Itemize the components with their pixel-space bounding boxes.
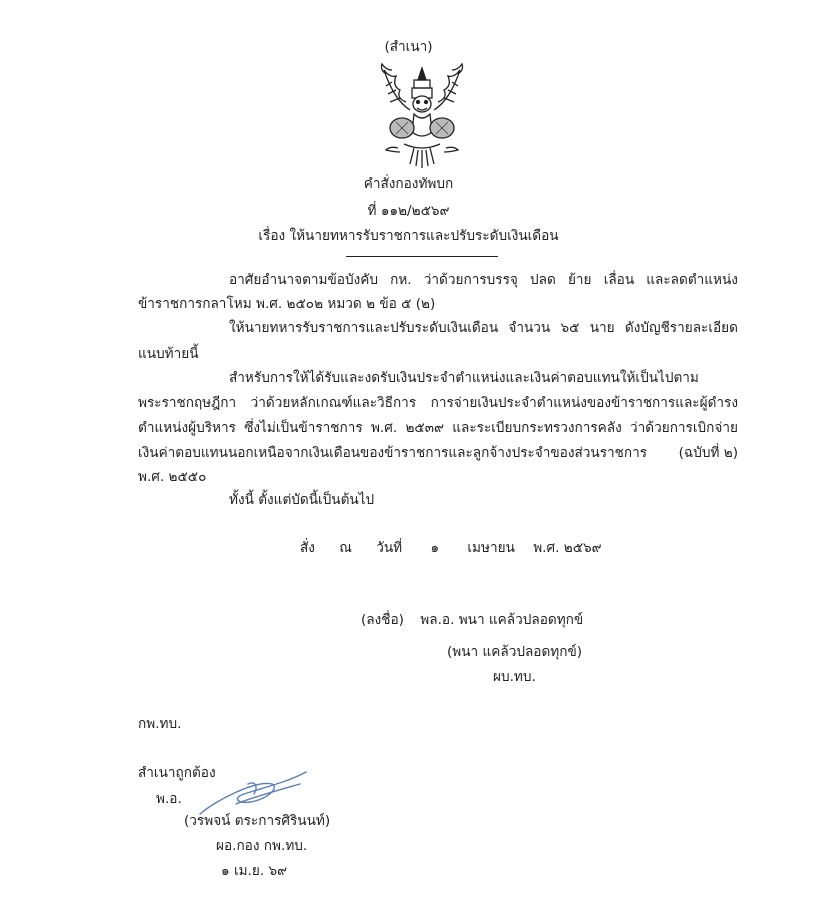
date-label: วันที่ [376,540,403,556]
order-month: เมษายน [467,540,515,556]
certification-date: ๑ เม.ย. ๖๙ [221,863,288,879]
text-fragment: เงินค่าตอบแทนนอกเหนือจากเงินเดือนของข้าราชการและลูกจ้างประจำของส่วนราชการ [138,445,648,461]
order-date-line [300,538,602,558]
text-fragment: และระเบียบกระทรวงการคลัง [452,420,622,436]
text-fragment: พระราชกฤษฎีกา [138,395,237,411]
order-label: สั่ง [300,540,315,556]
text-fragment: (ฉบับที่ ๒) [678,445,738,461]
handwritten-signature-icon [196,770,308,816]
text-fragment: อาศัยอำนาจตามข้อบังคับ [229,272,378,288]
para3-line4 [138,443,738,463]
signed-block [361,610,583,630]
order-day: ๑ [430,540,440,556]
certifier-position: ผอ.กอง กพ.ทบ. [216,838,308,854]
certifier-name: (วรพจน์ ตระการศิรินนท์) [184,813,331,829]
para2-line1 [229,318,738,338]
garuda-emblem-icon [374,60,470,170]
header-divider [346,256,498,257]
text-fragment: จำนวน [508,320,551,336]
signatory-position: ผบ.ทบ. [493,669,536,685]
certifier-rank: พ.อ. [156,791,182,807]
para3-line3 [138,418,738,438]
text-fragment: เลื่อน [603,272,635,288]
text-fragment: ซึ่งไม่เป็นข้าราชการ [244,420,363,436]
order-subject: เรื่อง ให้นายทหารรับราชการและปรับระดับเงินเดือน [258,228,559,244]
text-fragment: ว่าด้วยการบรรจุ [423,272,518,288]
order-number: ที่ ๑๑๒/๒๕๖๙ [367,203,450,219]
para2-line2: แนบท้ายนี้ [138,346,199,362]
text-fragment: ว่าด้วยหลักเกณฑ์และวิธีการ [250,395,417,411]
signed-name: พล.อ. พนา แคล้วปลอดทุกข์ [420,612,584,628]
text-fragment: ย้าย [567,272,592,288]
text-fragment: ตำแหน่งผู้บริหาร [138,420,236,436]
order-title: คำสั่งกองทัพบก [363,176,454,192]
order-year: พ.ศ. ๒๕๖๙ [533,540,602,556]
para1-line1 [229,270,738,290]
text-fragment: ปลด [530,272,556,288]
text-fragment: ๖๕ [560,320,580,336]
text-fragment: นาย [589,320,615,336]
para1-line2: ข้าราชการกลาโหม พ.ศ. ๒๕๐๒ หมวด ๒ ข้อ ๕ (๒) [138,296,436,312]
para3-line2 [138,393,738,413]
text-fragment: ว่าด้วยการเบิกจ่าย [630,420,738,436]
certified-copy-label: สำเนาถูกต้อง [138,765,216,781]
text-fragment: และลดตำแหน่ง [646,272,738,288]
text-fragment: การจ่ายเงินประจำตำแหน่งของข้าราชการและผู้ดำรง [430,395,738,411]
para4: ทั้งนี้ ตั้งแต่บัดนี้เป็นต้นไป [229,492,375,508]
text-fragment: ดังบัญชีรายละเอียด [624,320,738,336]
text-fragment: ๒๕๓๙ [405,420,444,436]
para3-line1: สำหรับการให้ได้รับและงดรับเงินประจำตำแหน่งและเงินค่าตอบแทนให้เป็นไปตาม [229,370,699,386]
text-fragment: พ.ศ. [370,420,398,436]
para3-line5: พ.ศ. ๒๕๕๐ [138,469,207,485]
at-label: ณ [339,540,352,556]
copy-marker: (สำเนา) [384,39,433,55]
printed-name: (พนา แคล้วปลอดทุกข์) [447,644,583,660]
text-fragment: กห. [390,272,412,288]
distribution: กพ.ทบ. [138,716,182,732]
signed-label: (ลงชื่อ) [361,612,404,628]
text-fragment: ให้นายทหารรับราชการและปรับระดับเงินเดือน [229,320,499,336]
